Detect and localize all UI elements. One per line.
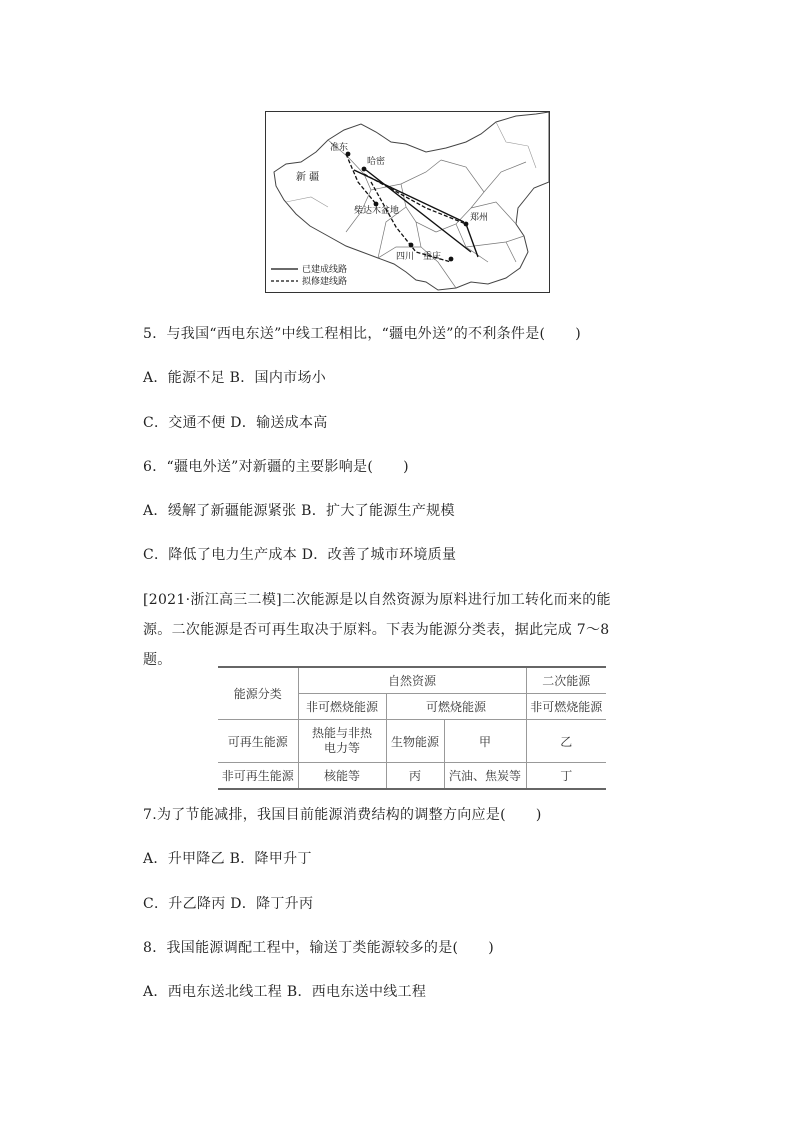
table-corner: 能源分类: [218, 667, 298, 720]
cell-nonrenew-1: 核能等: [298, 763, 386, 790]
label-zhundong: 准东: [330, 143, 349, 153]
energy-classification-table: [218, 666, 606, 790]
legend-built-label: 已建成线路: [302, 265, 348, 275]
sichuan-dot: [409, 243, 414, 248]
chongqing-dot: [449, 257, 454, 262]
table-comb: 可燃烧能源: [386, 694, 526, 720]
q7-options-cd: C．升乙降丙 D．降丁升丙: [143, 896, 314, 912]
map-svg: [266, 112, 549, 292]
q7-stem: 7.为了节能减排，我国目前能源消费结构的调整方向应是( ): [143, 807, 542, 823]
q5-options-cd: C．交通不便 D．输送成本高: [143, 415, 328, 431]
label-sichuan: 四川: [396, 252, 415, 262]
q5-stem: 5．与我国“西电东送”中线工程相比，“疆电外送”的不利条件是( ): [143, 326, 582, 342]
row-renewable-label: 可再生能源: [218, 720, 298, 763]
label-zhengzhou: 郑州: [470, 213, 489, 223]
label-chongqing: 重庆: [423, 252, 442, 262]
built-route-3: [466, 224, 478, 257]
q8-options-ab: A．西电东送北线工程 B．西电东送中线工程: [143, 984, 427, 1000]
cell-renew-1: 热能与非热电力等: [298, 720, 386, 763]
zhengzhou-dot: [464, 222, 469, 227]
label-qaidam: 柴达木盆地: [354, 206, 400, 216]
planned-route-3: [371, 182, 451, 262]
intro-paragraph: [2021·浙江高三二模]二次能源是以自然资源为原料进行加工转化而来的能源。二次能源是否可再生取决于原料。下表为能源分类表，据此完成 7～8 题。: [143, 592, 611, 668]
cell-nonrenew-3: 汽油、焦炭等: [444, 763, 526, 790]
cell-renew-2: 生物能源: [386, 720, 444, 763]
q5-options-ab: A．能源不足 B．国内市场小: [143, 370, 327, 386]
hami-dot: [362, 167, 367, 172]
row-nonrenewable-label: 非可再生能源: [218, 763, 298, 790]
q6-options-ab: A．缓解了新疆能源紧张 B．扩大了能源生产规模: [143, 503, 455, 519]
table-noncomb-2: 非可燃烧能源: [526, 694, 606, 720]
table-natural-header: 自然资源: [298, 667, 526, 694]
q8-stem: 8．我国能源调配工程中，输送丁类能源较多的是( ): [143, 940, 495, 956]
cell-nonrenew-4: 丁: [526, 763, 606, 790]
q6-stem: 6．“疆电外送”对新疆的主要影响是( ): [143, 459, 409, 475]
power-route-map: [265, 111, 550, 293]
q6-options-cd: C．降低了电力生产成本 D．改善了城市环境质量: [143, 547, 457, 563]
table-noncomb-1: 非可燃烧能源: [298, 694, 386, 720]
cell-renew-4: 乙: [526, 720, 606, 763]
label-hami: 哈密: [367, 157, 386, 167]
cell-renew-3: 甲: [444, 720, 526, 763]
china-border: [274, 112, 549, 290]
cell-nonrenew-2: 丙: [386, 763, 444, 790]
table-secondary-header: 二次能源: [526, 667, 606, 694]
q7-options-ab: A．升甲降乙 B．降甲升丁: [143, 851, 312, 867]
label-xinjiang: 新 疆: [296, 172, 320, 183]
extra-lines: [286, 122, 536, 207]
legend-planned-label: 拟修建线路: [302, 277, 348, 287]
